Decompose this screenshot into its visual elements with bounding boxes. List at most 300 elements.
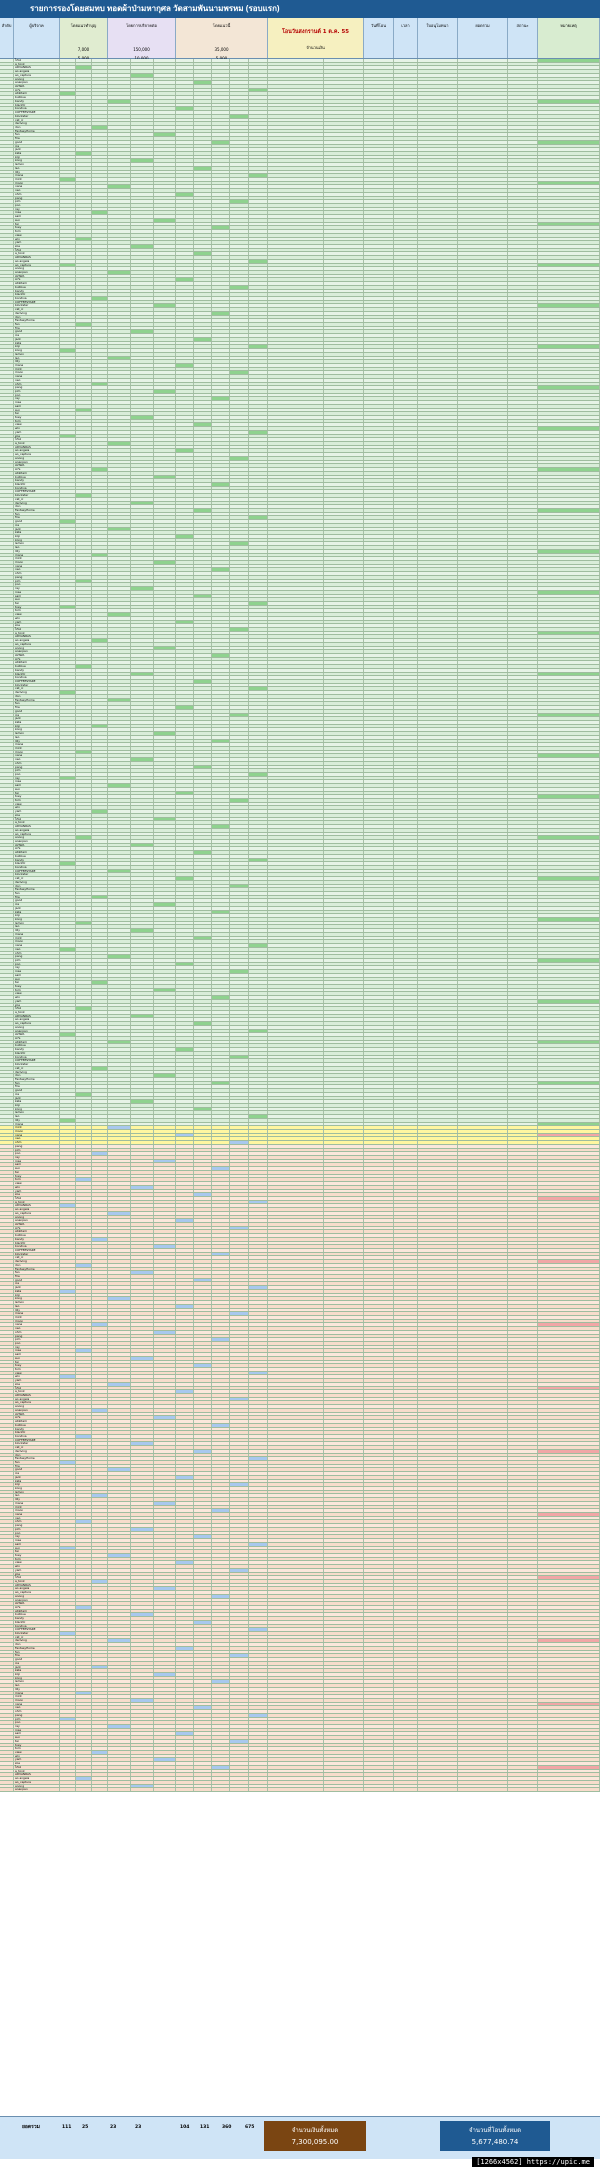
table-cell [508,238,538,241]
table-cell [538,241,600,244]
table-cell [538,438,600,441]
donor-name-cell: ao_capture [14,833,60,836]
table-cell [508,174,538,177]
table-cell [76,238,92,241]
donor-name-cell: ray [14,397,60,400]
table-cell [458,334,508,337]
table-cell [324,412,364,415]
table-cell [418,449,458,452]
table-cell [131,208,154,211]
table-cell [394,81,418,84]
table-cell [60,316,76,319]
table-cell [0,245,14,248]
table-cell [212,498,230,501]
table-cell [324,405,364,408]
table-cell [194,159,212,162]
table-cell [92,59,108,62]
table-cell [394,163,418,166]
table-cell [108,133,131,136]
table-cell [60,238,76,241]
donor-name-cell: COFFEESTARE [14,490,60,493]
donor-name-cell: blockstar [14,684,60,687]
table-cell [176,498,194,501]
table-cell [92,327,108,330]
table-cell [0,345,14,348]
table-cell [131,141,154,144]
table-cell [508,353,538,356]
table-cell [194,74,212,77]
table-cell [418,416,458,419]
table-cell [508,252,538,255]
table-cell [458,163,508,166]
table-cell [0,204,14,207]
table-cell [458,126,508,129]
table-cell [268,420,324,423]
table-cell [108,476,131,479]
table-cell [458,111,508,114]
donor-name-cell: bondiva [14,297,60,300]
table-cell [364,59,394,62]
table-cell [60,297,76,300]
table-cell [212,297,230,300]
table-cell [0,115,14,118]
table-cell [108,405,131,408]
donor-name-cell: bulblue [14,855,60,858]
donor-name-cell: ray [14,587,60,590]
table-cell [176,334,194,337]
table-cell [0,297,14,300]
table-cell [394,241,418,244]
donor-name-cell: neo [14,758,60,761]
donor-name-cell: ao angela [14,639,60,642]
table-cell [92,178,108,181]
table-cell [108,487,131,490]
donor-name-cell: fan [14,133,60,136]
table-cell [538,316,600,319]
table-cell [324,249,364,252]
table-cell [230,111,249,114]
table-cell [268,360,324,363]
table-cell [324,252,364,255]
table-cell [154,397,176,400]
table-cell [458,178,508,181]
table-cell [418,435,458,438]
table-cell [194,178,212,181]
table-cell [76,457,92,460]
table-cell [364,487,394,490]
table-cell [154,286,176,289]
donor-name-cell: bulblue [14,665,60,668]
table-cell [230,327,249,330]
table-cell [324,330,364,333]
table-cell [0,167,14,170]
table-cell [176,435,194,438]
table-cell [92,505,108,508]
table-cell [60,293,76,296]
table-cell [508,226,538,229]
table-cell [0,133,14,136]
table-cell [324,290,364,293]
table-cell [131,252,154,255]
table-cell [249,360,268,363]
donor-name-cell: AVIWA [14,275,60,278]
table-cell [538,479,600,482]
table-cell [538,360,600,363]
table-cell [212,278,230,281]
table-cell [364,420,394,423]
table-cell [508,66,538,69]
table-cell [538,282,600,285]
table-cell [131,397,154,400]
table-cell [131,431,154,434]
table-cell [108,286,131,289]
table-cell [458,390,508,393]
table-cell [212,92,230,95]
table-cell [194,137,212,140]
table-cell [249,416,268,419]
table-cell [212,290,230,293]
table-cell [131,234,154,237]
table-cell [458,141,508,144]
table-cell [268,338,324,341]
table-cell [268,371,324,374]
table-cell [268,148,324,151]
table-cell [76,461,92,464]
table-cell [364,349,394,352]
table-cell [154,204,176,207]
table-cell [230,267,249,270]
table-cell [538,312,600,315]
table-cell [176,260,194,263]
table-cell [249,267,268,270]
table-cell [364,174,394,177]
table-cell [418,461,458,464]
table-cell [60,152,76,155]
table-cell [76,119,92,122]
table-cell [538,446,600,449]
table-cell [212,409,230,412]
table-cell [76,133,92,136]
table-cell [108,122,131,125]
table-cell [538,230,600,233]
table-cell [394,316,418,319]
table-cell [212,379,230,382]
donor-name-cell: kata [14,342,60,345]
donor-name-cell: zoe [14,435,60,438]
table-cell [60,156,76,159]
table-cell [268,323,324,326]
table-cell [249,308,268,311]
table-cell [230,383,249,386]
table-cell [212,200,230,203]
table-cell [76,63,92,66]
table-cell [212,442,230,445]
table-cell [92,182,108,185]
donor-name-cell: koji [14,535,60,538]
table-cell [131,312,154,315]
table-cell [249,502,268,505]
table-cell [249,505,268,508]
table-cell [324,226,364,229]
table-cell [418,312,458,315]
table-cell [324,182,364,185]
table-cell [92,420,108,423]
table-cell [324,383,364,386]
table-cell [394,464,418,467]
table-cell [268,81,324,84]
table-cell [154,156,176,159]
table-cell [394,167,418,170]
table-cell [230,405,249,408]
table-cell [212,416,230,419]
table-cell [60,70,76,73]
table-cell [108,446,131,449]
table-cell [418,256,458,259]
table-cell [194,163,212,166]
table-cell [508,104,538,107]
donor-name-cell: leo [14,357,60,360]
table-cell [108,85,131,88]
table-cell [60,241,76,244]
table-cell [364,375,394,378]
table-cell [154,476,176,479]
table-cell [92,159,108,162]
table-cell [108,494,131,497]
table-cell [249,256,268,259]
table-cell [418,200,458,203]
table-cell [194,364,212,367]
table-cell [508,316,538,319]
donor-name-cell: ao_capture [14,453,60,456]
table-cell [194,487,212,490]
donor-name-cell: good [14,520,60,523]
donor-name-cell: kata [14,152,60,155]
table-cell [154,360,176,363]
table-cell [92,226,108,229]
table-cell [364,230,394,233]
table-cell [60,252,76,255]
table-cell [92,453,108,456]
table-cell [108,100,131,103]
table-cell [92,464,108,467]
table-cell [249,152,268,155]
table-cell [418,357,458,360]
table-cell [538,167,600,170]
table-cell [324,126,364,129]
table-cell [268,249,324,252]
table-cell [458,107,508,110]
table-cell [508,349,538,352]
table-cell [418,401,458,404]
table-cell [131,249,154,252]
table-cell [131,115,154,118]
table-cell [60,96,76,99]
table-cell [154,70,176,73]
table-cell [194,193,212,196]
table-cell [249,423,268,426]
table-cell [60,122,76,125]
table-cell [538,174,600,177]
table-cell [92,442,108,445]
table-cell [394,78,418,81]
table-cell [92,148,108,151]
table-cell [131,412,154,415]
table-cell [176,211,194,214]
table-cell [324,316,364,319]
table-cell [76,264,92,267]
table-cell [364,89,394,92]
table-cell [0,319,14,322]
table-cell [268,59,324,62]
table-cell [108,115,131,118]
table-cell [176,405,194,408]
table-cell [131,182,154,185]
table-cell [0,104,14,107]
table-cell [60,115,76,118]
table-cell [212,282,230,285]
table-cell [0,342,14,345]
table-cell [268,204,324,207]
table-cell [60,401,76,404]
table-cell [131,70,154,73]
table-cell [508,264,538,267]
donor-name-cell: ไกเอ [14,628,60,631]
table-cell [458,189,508,192]
table-cell [249,223,268,226]
table-cell [230,293,249,296]
table-cell [458,122,508,125]
table-cell [268,405,324,408]
table-cell [194,81,212,84]
table-cell [508,159,538,162]
table-cell [394,107,418,110]
table-cell [458,293,508,296]
table-cell [324,476,364,479]
table-cell [458,409,508,412]
table-cell [418,431,458,434]
table-cell [418,345,458,348]
donor-name-cell: ao angela [14,829,60,832]
table-cell [194,208,212,211]
table-cell [154,178,176,181]
table-cell [508,416,538,419]
table-cell [212,449,230,452]
table-cell [268,66,324,69]
table-cell [418,464,458,467]
donor-name-cell: a_tonk [14,821,60,824]
donor-name-cell: don [14,126,60,129]
table-cell [108,461,131,464]
table-cell [458,438,508,441]
table-cell [131,178,154,181]
table-cell [394,267,418,270]
table-cell [458,353,508,356]
table-cell [230,122,249,125]
table-cell [108,126,131,129]
table-cell [194,442,212,445]
table-cell [212,293,230,296]
table-cell [0,301,14,304]
table-cell [324,312,364,315]
table-cell [418,70,458,73]
donor-name-cell: blockstar [14,115,60,118]
table-cell [176,174,194,177]
table-cell [538,483,600,486]
table-cell [131,364,154,367]
table-cell [212,483,230,486]
donor-name-cell: sam [14,595,60,598]
table-cell [154,252,176,255]
table-cell [508,290,538,293]
table-cell [131,330,154,333]
table-cell [538,390,600,393]
table-cell [131,394,154,397]
table-cell [154,197,176,200]
table-cell [418,490,458,493]
table-cell [394,304,418,307]
table-cell [76,271,92,274]
table-cell [154,189,176,192]
table-cell [92,405,108,408]
table-cell [108,416,131,419]
table-cell [508,156,538,159]
donor-name-cell: don [14,885,60,888]
table-cell [194,200,212,203]
table-cell [108,159,131,162]
table-cell [194,156,212,159]
table-cell [60,111,76,114]
table-cell [364,275,394,278]
table-cell [364,472,394,475]
table-cell [60,290,76,293]
table-cell [268,490,324,493]
table-cell [508,498,538,501]
table-cell [212,245,230,248]
table-cell [324,185,364,188]
table-cell [92,238,108,241]
table-cell [230,379,249,382]
table-cell [194,401,212,404]
table-cell [458,360,508,363]
table-cell [508,59,538,62]
donor-name-cell: ao_capture [14,264,60,267]
table-cell [60,494,76,497]
table-cell [249,197,268,200]
donor-name-cell: FantasyHome [14,130,60,133]
table-cell [0,63,14,66]
table-cell [92,409,108,412]
table-cell [324,104,364,107]
table-cell [508,483,538,486]
table-cell [194,397,212,400]
table-cell [154,472,176,475]
table-cell [324,275,364,278]
table-cell [268,308,324,311]
table-cell [364,130,394,133]
table-cell [394,323,418,326]
table-cell [538,245,600,248]
table-cell [508,230,538,233]
table-cell [394,152,418,155]
table-cell [268,494,324,497]
table-cell [131,163,154,166]
table-cell [394,193,418,196]
table-cell [194,197,212,200]
table-cell [538,148,600,151]
table-cell [194,171,212,174]
table-cell [108,226,131,229]
table-cell [458,234,508,237]
